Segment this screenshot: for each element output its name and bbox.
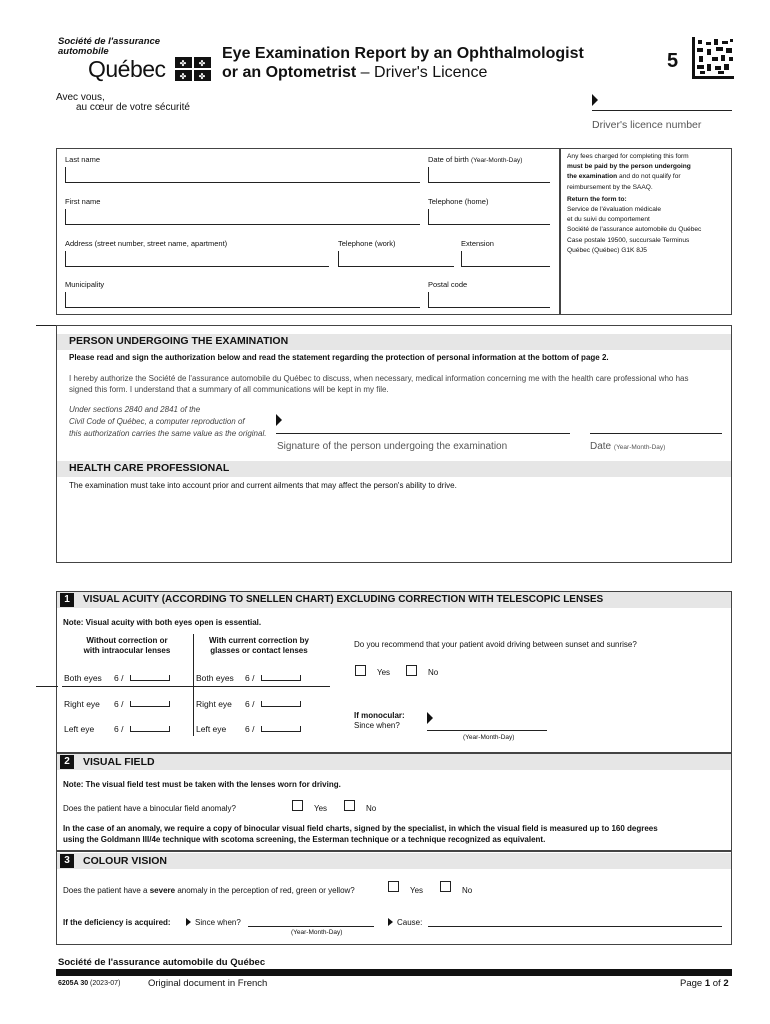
section1-number: 1: [60, 593, 74, 607]
cause-field[interactable]: [428, 926, 722, 927]
section1-title: VISUAL ACUITY (ACCORDING TO SNELLEN CHART) EXCLUDING CORRECTION WITH TELESCOPIC LENSES: [83, 594, 604, 605]
left-eye-uncorrected-field[interactable]: [130, 726, 170, 732]
last-name-field[interactable]: [65, 167, 420, 183]
left-eye-label: Left eye: [64, 724, 95, 734]
form-code: 6205A 30 (2023-07): [58, 980, 121, 987]
colour-yes-label: Yes: [410, 886, 424, 895]
postal-code-field[interactable]: [428, 292, 550, 308]
binocular-question: Does the patient have a binocular field anomaly?: [63, 804, 236, 813]
licence-label: Driver's licence number: [592, 119, 702, 131]
footer-org: Société de l'assurance automobile du Québec: [58, 957, 266, 968]
right-eye-prefix-corrected: 6 /: [245, 699, 255, 709]
night-driving-yes-checkbox[interactable]: [355, 665, 366, 676]
footer-bar: [56, 969, 732, 976]
licence-number-field[interactable]: [592, 110, 732, 111]
person-instruction: Please read and sign the authorization below and read the statement regarding the protection of personal information at the bottom of page 2.: [69, 353, 609, 362]
legal-note: Under sections 2840 and 2841 of the Civil Code of Québec, a computer reproduction of this authorization carries the same value as the original.: [69, 405, 267, 438]
fleur-de-lis-flag-icon: [175, 57, 211, 81]
svg-text:✤: ✤: [179, 59, 187, 68]
datamatrix-barcode-icon: [692, 37, 734, 79]
acuity-column-divider: [193, 634, 194, 736]
both-eyes-corrected-field[interactable]: [261, 675, 301, 681]
visual-field-requirement: In the case of an anomaly, we require a copy of binocular visual field charts, signed by the specialist, in which the visual field is measured up to 160 degrees using the Goldmann III/4e technique with scotoma screening, the Esterman technique or a technique recognized as equivalent.: [63, 824, 658, 844]
municipality-label: Municipality: [65, 280, 105, 289]
address-field[interactable]: [65, 251, 329, 267]
binocular-no-checkbox[interactable]: [344, 800, 355, 811]
org-line1: Société de l'assurance: [58, 36, 161, 47]
person-section-title: PERSON UNDERGOING THE EXAMINATION: [69, 335, 289, 347]
tel-home-field[interactable]: [428, 209, 550, 225]
fold-mark-middle: [36, 686, 58, 687]
tagline-line1: Avec vous,: [56, 92, 105, 103]
form-title-line1: Eye Examination Report by an Ophthalmologist: [222, 45, 584, 62]
night-driving-question: Do you recommend that your patient avoid driving between sunset and sunrise?: [354, 640, 637, 649]
monocular-date-hint: (Year-Month-Day): [463, 734, 515, 741]
authorization-text: I hereby authorize the Société de l'assurance automobile du Québec to discuss, when necessary, medical information concerning me with the health care professional who has signed this form. I understand that a summary of all communications will be kept in my file.: [69, 374, 689, 394]
acquired-since-field[interactable]: [248, 926, 374, 927]
page-marker: 5: [667, 50, 679, 72]
colour-no-checkbox[interactable]: [440, 881, 451, 892]
section2-title: VISUAL FIELD: [83, 756, 155, 768]
extension-label: Extension: [461, 239, 494, 248]
tel-home-label: Telephone (home): [428, 197, 489, 206]
colour-question: Does the patient have a severe anomaly in the perception of red, green or yellow?: [63, 886, 355, 895]
licence-pointer-icon: [592, 94, 598, 106]
original-french-note: Original document in French: [148, 978, 268, 989]
right-eye-label-corrected: Right eye: [196, 699, 232, 709]
municipality-field[interactable]: [65, 292, 420, 308]
section2-note: Note: The visual field test must be taken with the lenses worn for driving.: [63, 780, 341, 789]
right-eye-uncorrected-field[interactable]: [130, 701, 170, 707]
both-eyes-prefix: 6 /: [114, 673, 124, 683]
monocular-label: If monocular:: [354, 711, 405, 720]
right-eye-label: Right eye: [64, 699, 100, 709]
binocular-no-label: No: [366, 804, 377, 813]
health-section-title: HEALTH CARE PROFESSIONAL: [69, 462, 230, 474]
postal-code-label: Postal code: [428, 280, 468, 289]
org-quebec: Québec: [88, 56, 166, 82]
right-eye-prefix: 6 /: [114, 699, 124, 709]
svg-text:✤: ✤: [179, 72, 187, 81]
acuity-row-divider: [62, 686, 330, 687]
signature-label: Signature of the person undergoing the examination: [277, 441, 508, 452]
section3-title: COLOUR VISION: [83, 855, 168, 867]
since-when-label: Since when?: [195, 918, 241, 927]
cause-label: Cause:: [397, 918, 423, 927]
section3-number: 3: [60, 854, 74, 868]
signature-date-field[interactable]: [590, 433, 722, 434]
cause-pointer-icon: [388, 918, 393, 926]
org-line2: automobile: [58, 46, 109, 57]
col-without-correction: Without correction or with intraocular lenses: [83, 636, 171, 655]
both-eyes-label: Both eyes: [64, 673, 102, 683]
both-eyes-prefix-corrected: 6 /: [245, 673, 255, 683]
both-eyes-uncorrected-field[interactable]: [130, 675, 170, 681]
signature-date-label: Date (Year-Month-Day): [590, 441, 666, 452]
col-with-correction: With current correction by glasses or contact lenses: [209, 636, 309, 655]
last-name-label: Last name: [65, 155, 101, 164]
extension-field[interactable]: [461, 251, 550, 267]
monocular-since-label: Since when?: [354, 721, 400, 730]
since-pointer-icon: [186, 918, 191, 926]
monocular-date-field[interactable]: [427, 730, 547, 731]
address-label: Address (street number, street name, apartment): [65, 239, 228, 248]
acquired-label: If the deficiency is acquired:: [63, 918, 171, 927]
binocular-yes-checkbox[interactable]: [292, 800, 303, 811]
first-name-field[interactable]: [65, 209, 420, 225]
section2-header: [57, 754, 731, 770]
first-name-label: First name: [65, 197, 101, 206]
left-eye-prefix: 6 /: [114, 724, 124, 734]
svg-text:✤: ✤: [198, 59, 206, 68]
colour-yes-checkbox[interactable]: [388, 881, 399, 892]
section2-number: 2: [60, 755, 74, 769]
since-date-hint: (Year-Month-Day): [291, 929, 343, 936]
left-eye-label-corrected: Left eye: [196, 724, 227, 734]
night-driving-no-checkbox[interactable]: [406, 665, 417, 676]
section1-note: Note: Visual acuity with both eyes open is essential.: [63, 618, 262, 627]
fees-note: Any fees charged for completing this form must be paid by the person undergoing the examination and do not qualify for reimbursement by the SAAQ. Return the form to: Service de l'évaluation médicale et du suivi du comportement Société de l'assurance automobile du Québec Case postale 19500, succursale Terminus Québec (Québec) G1K 8J5: [567, 153, 702, 254]
colour-no-label: No: [462, 886, 473, 895]
both-eyes-label-corrected: Both eyes: [196, 673, 234, 683]
form-title-line2: or an Optometrist – Driver's Licence: [222, 64, 488, 81]
page-number: Page 1 of 2: [680, 978, 729, 989]
night-driving-no-label: No: [428, 668, 439, 677]
health-section-text: The examination must take into account prior and current ailments that may affect the person's ability to drive.: [69, 481, 457, 490]
right-eye-corrected-field[interactable]: [261, 701, 301, 707]
signature-pointer-icon: [276, 414, 282, 426]
svg-text:✤: ✤: [198, 72, 206, 81]
night-driving-yes-label: Yes: [377, 668, 391, 677]
signature-field[interactable]: [276, 433, 570, 434]
monocular-pointer-icon: [427, 712, 433, 724]
fold-mark-top: [36, 325, 58, 326]
left-eye-corrected-field[interactable]: [261, 726, 301, 732]
dob-label: Date of birth (Year-Month-Day): [428, 155, 523, 164]
left-eye-prefix-corrected: 6 /: [245, 724, 255, 734]
dob-field[interactable]: [428, 167, 550, 183]
tagline-line2: au cœur de votre sécurité: [76, 102, 190, 113]
binocular-yes-label: Yes: [314, 804, 328, 813]
tel-work-field[interactable]: [338, 251, 454, 267]
tel-work-label: Telephone (work): [338, 239, 396, 248]
